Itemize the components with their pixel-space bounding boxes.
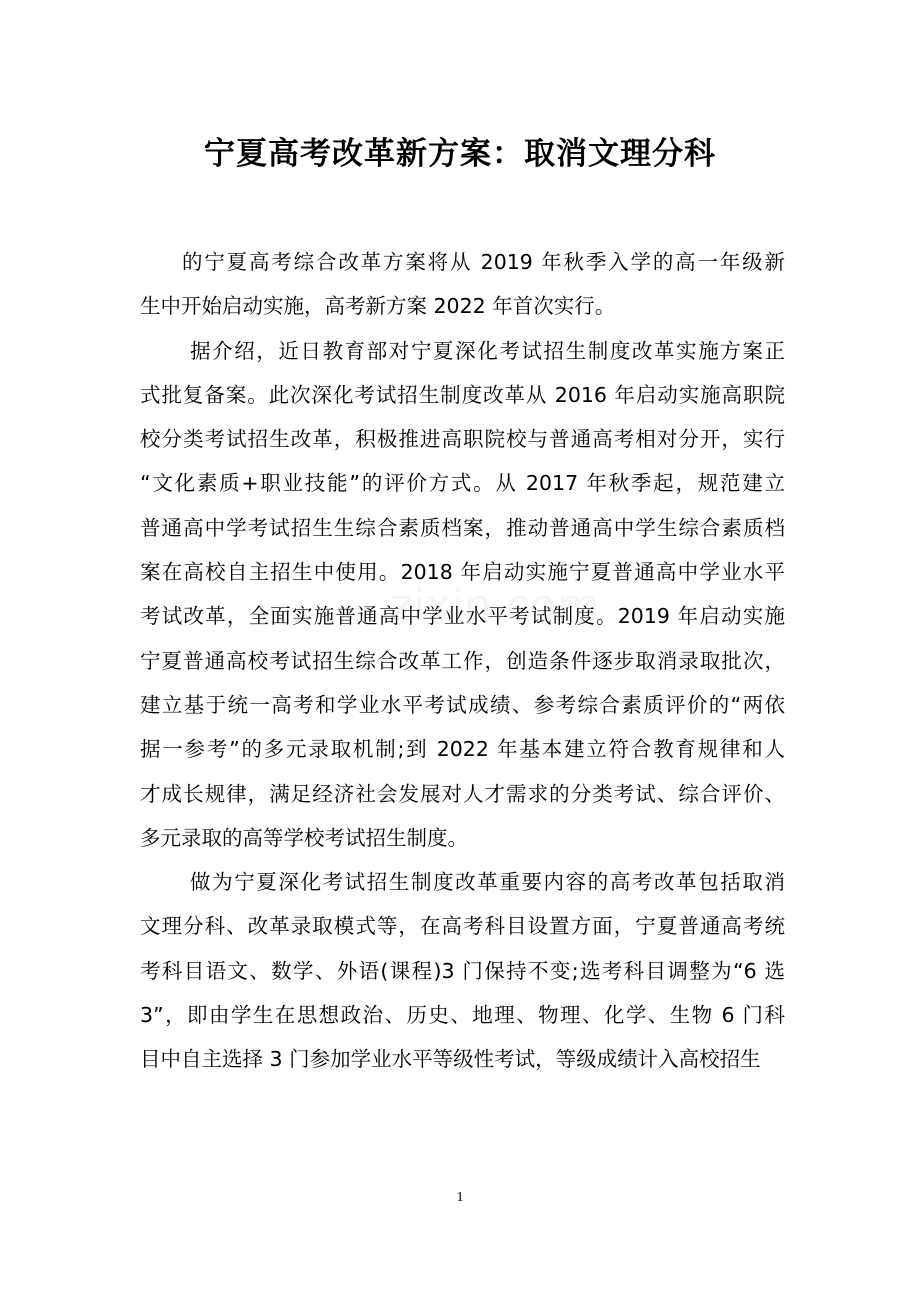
- paragraph-line: 建立基于统一高考和学业水平考试成绩、参考综合素质评价的“两依: [140, 692, 785, 717]
- paragraph: [140, 329, 785, 861]
- paragraph: [140, 860, 785, 1081]
- paragraph-line: 考试改革，全面实施普通高中学业水平考试制度。2019 年启动实施: [140, 604, 785, 629]
- paragraph-line: “文化素质+职业技能”的评价方式。从 2017 年秋季起，规范建立: [140, 471, 785, 496]
- paragraph-line: 文理分科、改革录取模式等，在高考科目设置方面，宁夏普通高考统: [140, 914, 785, 939]
- paragraph-line: 式批复备案。此次深化考试招生制度改革从 2016 年启动实施高职院: [140, 382, 785, 407]
- paragraph-line: 普通高中学考试招生生综合素质档案，推动普通高中学生综合素质档: [140, 515, 785, 540]
- paragraph-line: 校分类考试招生改革，积极推进高职院校与普通高考相对分开，实行: [140, 427, 785, 452]
- paragraph-line: 的宁夏高考综合改革方案将从 2019 年秋季入学的高一年级新: [182, 250, 785, 274]
- paragraph-line: 多元录取的高等学校考试招生制度。: [140, 825, 468, 850]
- paragraph-line: 生中开始启动实施，高考新方案 2022 年首次实行。: [140, 294, 616, 319]
- document-title: 宁夏高考改革新方案：取消文理分科: [204, 136, 716, 172]
- document-body: [140, 240, 785, 1082]
- paragraph-line: 案在高校自主招生中使用。2018 年启动实施宁夏普通高中学业水平: [140, 560, 785, 585]
- paragraph-line: 宁夏普通高校考试招生综合改革工作，创造条件逐步取消录取批次，: [140, 648, 785, 673]
- paragraph-line: 3”，即由学生在思想政治、历史、地理、物理、化学、生物 6 门科: [140, 1003, 785, 1028]
- paragraph-line: 目中自主选择 3 门参加学业水平等级性考试，等级成绩计入高校招生: [140, 1047, 761, 1072]
- paragraph-line: 做为宁夏深化考试招生制度改革重要内容的高考改革包括取消: [190, 870, 785, 895]
- page-number: 1: [456, 1190, 464, 1205]
- paragraph-line: 据一参考”的多元录取机制;到 2022 年基本建立符合教育规律和人: [140, 737, 785, 762]
- paragraph-line: 考科目语文、数学、外语(课程)3 门保持不变;选考科目调整为“6 选: [140, 958, 785, 983]
- paragraph-line: 才成长规律，满足经济社会发展对人才需求的分类考试、综合评价、: [140, 781, 785, 806]
- paragraph: [140, 240, 785, 329]
- paragraph-line: 据介绍，近日教育部对宁夏深化考试招生制度改革实施方案正: [190, 338, 785, 363]
